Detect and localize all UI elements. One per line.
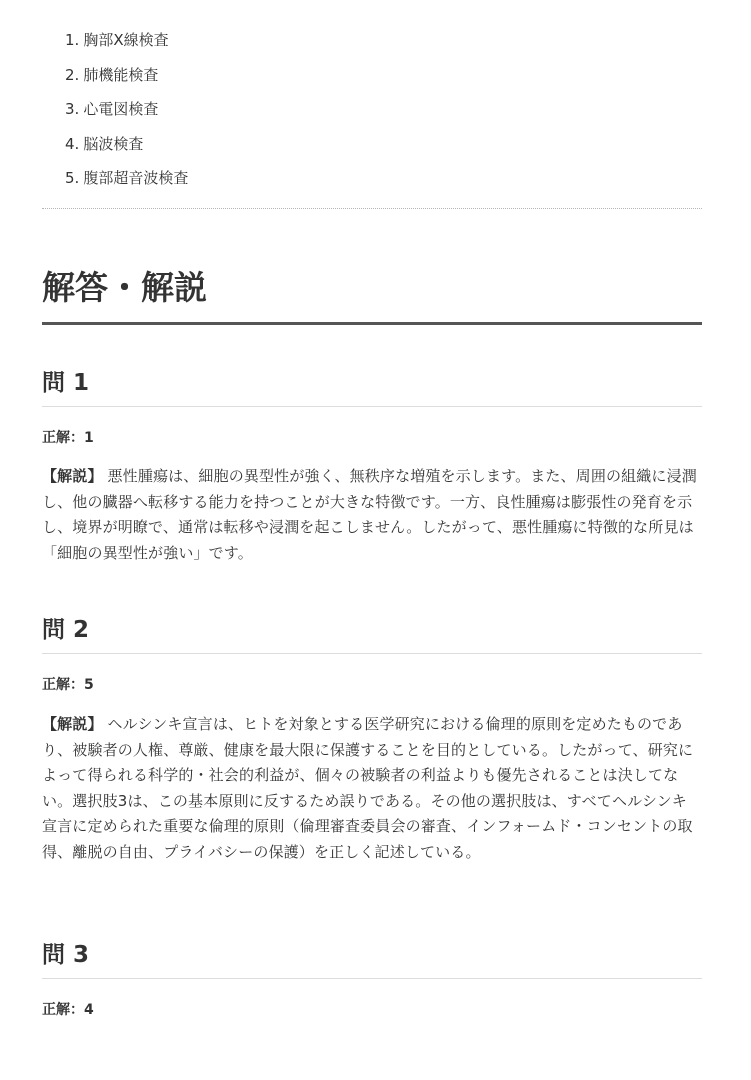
- section-title: 解答・解説: [42, 268, 207, 307]
- explanation-tag: 【解説】: [42, 715, 103, 733]
- dotted-divider: [42, 208, 702, 209]
- choice-item: [65, 99, 188, 119]
- explanation-text: [42, 464, 702, 566]
- choice-item: [65, 134, 188, 154]
- explanation-tag: 【解説】: [42, 467, 103, 485]
- choice-item: [65, 30, 188, 50]
- choice-number: 5.: [65, 169, 80, 187]
- choice-label: 心電図検査: [83, 100, 159, 118]
- choice-number: 2.: [65, 65, 80, 84]
- explanation-text: [42, 712, 702, 865]
- explanation-body: 悪性腫瘍は、細胞の異型性が強く、無秩序な増殖を示します。また、周囲の組織に浸潤し、他の臓器へ転移する能力を持つことが大きな特徴です。一方、良性腫瘍は膨張性の発育を示し、境界が明瞭で、通常は転移や浸潤を起こしません。したがって、悪性腫瘍に特徴的な所見は「細胞の異型性が強い」です。: [42, 467, 697, 562]
- question-divider: [42, 406, 702, 407]
- explanation-body: ヘルシンキ宣言は、ヒトを対象とする医学研究における倫理的原則を定めたものであり、被験者の人権、尊厳、健康を最大限に保護することを目的としている。したがって、研究によって得られる科学的・社会的利益が、個々の被験者の利益よりも優先されることは決してない。選択肢3は、この基本原則に反するため誤りである。その他の選択肢は、すべてヘルシンキ宣言に定められた重要な倫理的原則（倫理審査委員会の審査、インフォームド・コンセントの取得、離脱の自由、プライバシーの保護）を正しく記述している。: [42, 715, 694, 861]
- choice-label: 腹部超音波検査: [83, 169, 189, 187]
- choice-number: 1.: [65, 31, 80, 49]
- choice-label: 胸部X線検査: [83, 31, 169, 49]
- choice-label: 脳波検査: [83, 134, 144, 153]
- choice-label: 肺機能検査: [83, 65, 159, 84]
- answer-label: 正解：5: [42, 677, 94, 693]
- section-title-underline: [42, 322, 702, 325]
- question-divider: [42, 978, 702, 979]
- question-heading: 問 3: [42, 942, 90, 968]
- question-divider: [42, 653, 702, 654]
- answer-label: 正解：4: [42, 1002, 94, 1018]
- choice-item: [65, 65, 188, 85]
- question-heading: 問 2: [42, 617, 90, 643]
- choice-number: 4.: [65, 134, 80, 153]
- choice-list: [65, 30, 188, 203]
- answer-label: 正解：1: [42, 430, 94, 446]
- choice-item: [65, 168, 188, 188]
- choice-number: 3.: [65, 100, 80, 118]
- question-heading: 問 1: [42, 370, 90, 396]
